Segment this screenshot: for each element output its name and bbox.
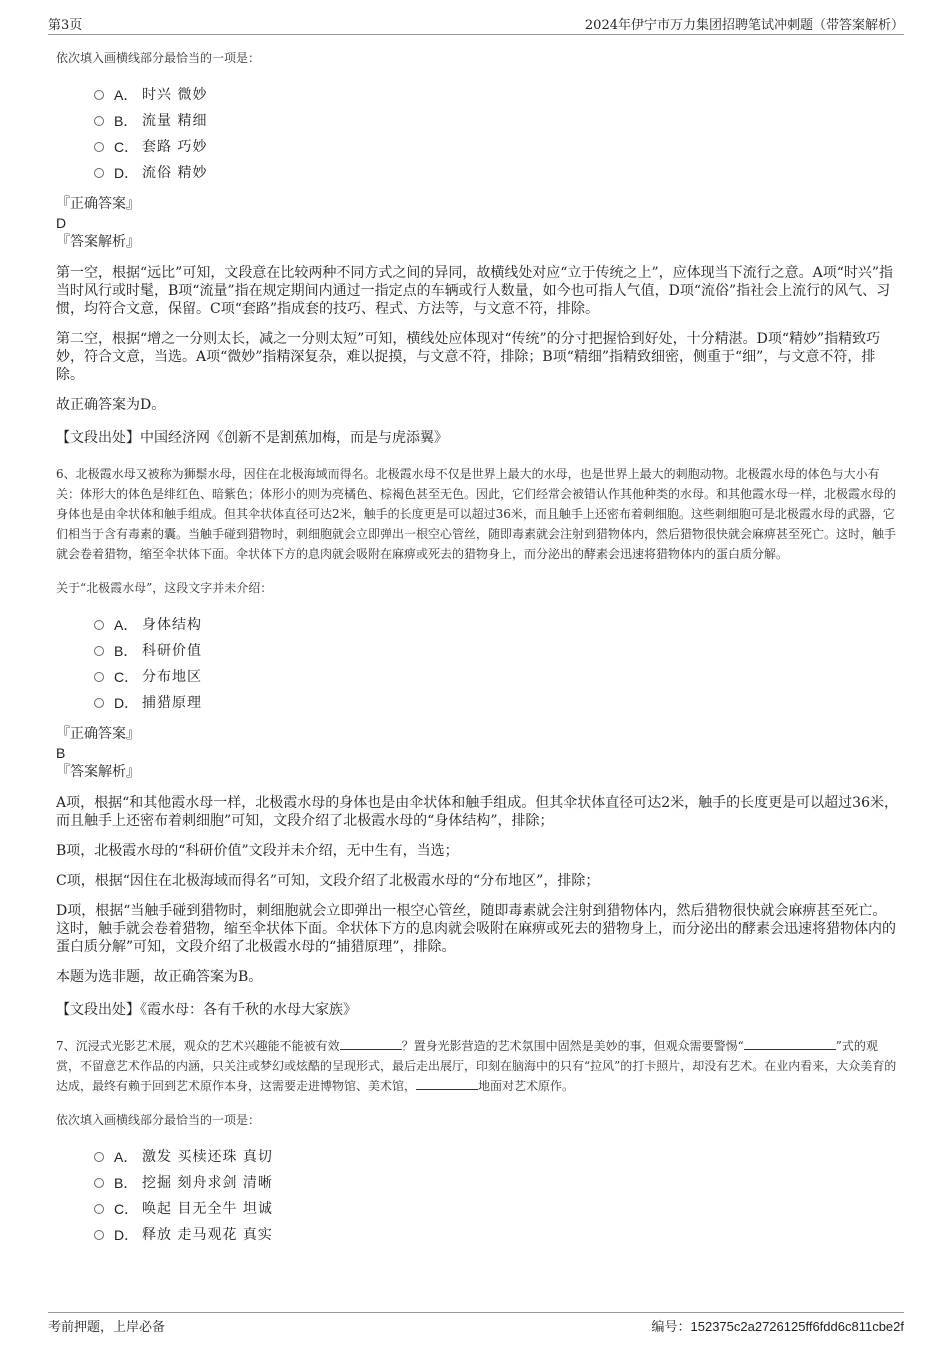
- q5-option-d[interactable]: D． 流俗 精妙: [94, 160, 900, 186]
- q5-analysis-2: 第二空，根据“增之一分则太长，减之一分则太短”可知，横线处应体现对“传统”的分寸把握恰到好处，十分精湛。D项“精妙”指精致巧妙，符合文意，当选。A项“微妙”指精深复杂，难以捉摸，与文意不符，排除；B项“精细”指精致细密，侧重于“细”，与文意不符，排除。: [56, 331, 881, 383]
- q7-option-d[interactable]: D． 释放 走马观花 真实: [94, 1222, 900, 1248]
- radio-icon[interactable]: [94, 698, 104, 708]
- q6-prompt: 关于“北极霞水母”，这段文字并未介绍：: [56, 581, 273, 595]
- q7-option-a[interactable]: A． 激发 买椟还珠 真切: [94, 1144, 900, 1170]
- page-number: 第3页: [48, 18, 83, 33]
- footer-slogan: 考前押题，上岸必备: [48, 1320, 166, 1335]
- radio-icon[interactable]: [94, 1230, 104, 1240]
- q6-analysis-c: C项，根据“因住在北极海域而得名”可知，文段介绍了北极霞水母的“分布地区”，排除；: [56, 873, 600, 889]
- q7-options: [94, 1144, 900, 1248]
- radio-icon[interactable]: [94, 116, 104, 126]
- q6-answer-label: 『正确答案』: [56, 726, 140, 742]
- q5-analysis-label: 『答案解析』: [56, 234, 140, 250]
- q5-analysis-1: 第一空，根据“远比”可知，文段意在比较两种不同方式之间的异同，故横线处对应“立于传统之上”，应体现当下流行之意。A项“时兴”指当时风行或时髦，B项“流量”指在规定期间内通过一指定点的车辆或行人数量，如今也可指人气值，D项“流俗”指社会上流行的风气、习惯，均符合文意，保留。C项“套路”指成套的技巧、程式、方法等，与文意不符，排除。: [56, 265, 894, 317]
- q6-option-b[interactable]: B． 科研价值: [94, 638, 900, 664]
- q7-option-b[interactable]: B． 挖掘 刻舟求剑 清晰: [94, 1170, 900, 1196]
- q7-passage: 7、沉浸式光影艺术展，观众的艺术兴趣能不能被有效 ？置身光影营造的艺术氛围中固然是美妙的事，但观众需要警惕“ ”式的观赏，不留意艺术作品的内涵，只关注或梦幻或炫酷的呈现形式，最后走出展厅，印刻在脑海中的只有“拉风”的打卡照片，却没有艺术。在业内看来，大众美育的达成，最终有赖于回到艺术原作本身，这需要走进博物馆、美术馆， 地面对艺术原作。: [56, 1036, 900, 1096]
- q5-options: [94, 82, 900, 186]
- q6-answer: B: [56, 745, 66, 761]
- q6-analysis-b: B项，北极霞水母的“科研价值”文段并未介绍，无中生有，当选；: [56, 843, 459, 859]
- q6-analysis-a: A项，根据“和其他霞水母一样，北极霞水母的身体也是由伞状体和触手组成。但其伞状体直径可达2米，触手的长度更是可以超过36米，而且触手上还密布着刺细胞”可知，文段介绍了北极霞水母的“身体结构”，排除；: [56, 795, 898, 829]
- page-footer: [48, 1312, 904, 1335]
- q7-option-c[interactable]: C． 唤起 目无全牛 坦诚: [94, 1196, 900, 1222]
- radio-icon[interactable]: [94, 142, 104, 152]
- q6-option-c[interactable]: C． 分布地区: [94, 664, 900, 690]
- document-title: 2024年伊宁市万力集团招聘笔试冲刺题（带答案解析）: [584, 18, 904, 33]
- radio-icon[interactable]: [94, 620, 104, 630]
- q6-option-a[interactable]: A． 身体结构: [94, 612, 900, 638]
- radio-icon[interactable]: [94, 672, 104, 682]
- document-code: 编号：152375c2a2726125ff6fdd6c811cbe2f: [651, 1319, 904, 1334]
- q5-answer-label: 『正确答案』: [56, 196, 140, 212]
- blank-3: [416, 1076, 478, 1090]
- radio-icon[interactable]: [94, 1178, 104, 1188]
- q5-prompt: 依次填入画横线部分最恰当的一项是：: [56, 51, 261, 65]
- document-body: [56, 44, 900, 1256]
- q6-analysis-conclusion: 本题为选非题，故正确答案为B。: [56, 969, 263, 985]
- radio-icon[interactable]: [94, 646, 104, 656]
- q6-analysis-d: D项，根据“当触手碰到猎物时，刺细胞就会立即弹出一根空心管丝，随即毒素就会注射到猎物体内，然后猎物很快就会麻痹甚至死亡。这时，触手就会卷着猎物，缩至伞状体下面。伞状体下方的息肉就会吸附在麻痹或死去的猎物身上，而分泌出的酵素会迅速将猎物体内的蛋白质分解”可知，文段介绍了北极霞水母的“捕猎原理”，排除。: [56, 903, 896, 955]
- q6-passage: 6、北极霞水母又被称为狮鬃水母，因住在北极海域而得名。北极霞水母不仅是世界上最大的水母，也是世界上最大的刺胞动物。北极霞水母的体色与大小有关：体形大的体色是绯红色、暗紫色；体形小的则为亮橘色、棕褐色甚至无色。因此，它们经常会被错认作其他种类的水母。和其他霞水母一样，北极霞水母的身体也是由伞状体和触手组成。但其伞状体直径可达2米，触手的长度更是可以超过36米，而且触手上还密布着刺细胞。这些刺细胞可是北极霞水母的武器，它们相当于含有毒素的囊。当触手碰到猎物时，刺细胞就会立即弹出一根空心管丝，随即毒素就会注射到猎物体内，然后猎物很快就会麻痹甚至死亡。这时，触手就会卷着猎物，缩至伞状体下面。伞状体下方的息肉就会吸附在麻痹或死去的猎物身上，而分泌出的酵素会迅速将猎物体内的蛋白质分解。: [56, 467, 897, 561]
- q5-answer: D: [56, 215, 67, 231]
- blank-2: [744, 1036, 836, 1050]
- q6-options: [94, 612, 900, 716]
- q5-option-a[interactable]: A． 时兴 微妙: [94, 82, 900, 108]
- q6-source: 【文段出处】《霞水母：各有千秋的水母大家族》: [56, 1002, 357, 1018]
- q6-analysis-label: 『答案解析』: [56, 764, 140, 780]
- page-header: [48, 12, 904, 35]
- radio-icon[interactable]: [94, 1152, 104, 1162]
- blank-1: [340, 1036, 402, 1050]
- radio-icon[interactable]: [94, 168, 104, 178]
- q5-analysis-3: 故正确答案为D。: [56, 397, 166, 413]
- radio-icon[interactable]: [94, 1204, 104, 1214]
- q5-option-b[interactable]: B． 流量 精细: [94, 108, 900, 134]
- q7-prompt: 依次填入画横线部分最恰当的一项是：: [56, 1113, 261, 1127]
- radio-icon[interactable]: [94, 90, 104, 100]
- q6-option-d[interactable]: D． 捕猎原理: [94, 690, 900, 716]
- q5-option-c[interactable]: C． 套路 巧妙: [94, 134, 900, 160]
- q5-source: 【文段出处】中国经济网《创新不是割蕉加梅，而是与虎添翼》: [56, 430, 448, 446]
